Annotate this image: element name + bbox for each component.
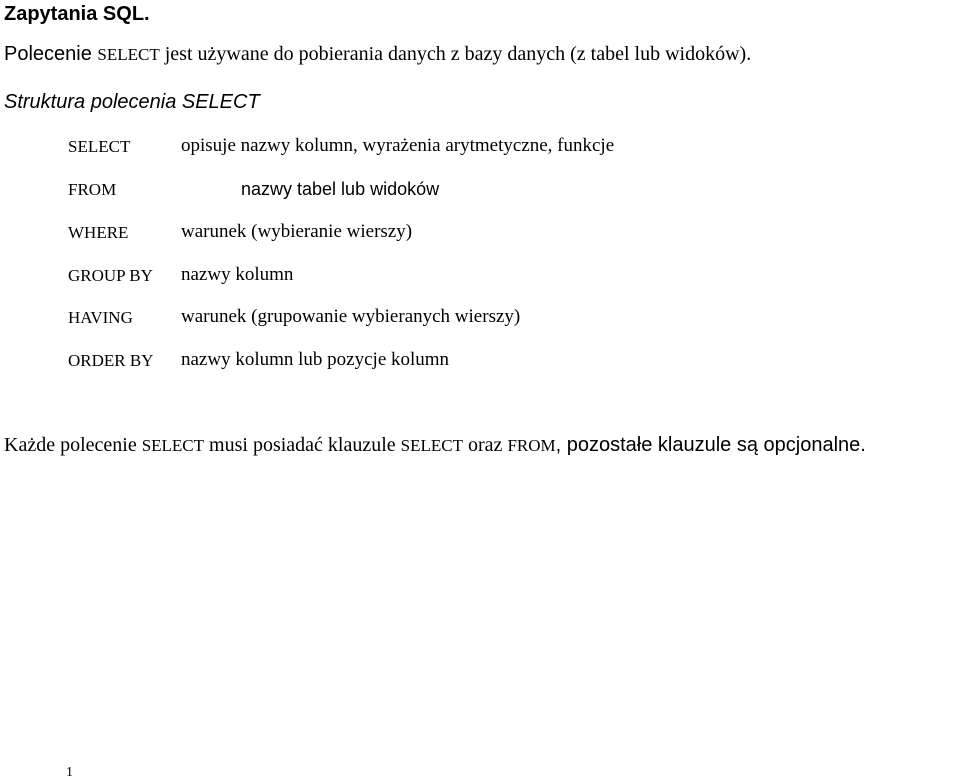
page-number: 1	[66, 765, 73, 780]
note-part4: , pozostałe klauzule są opcjonalne.	[555, 434, 866, 456]
intro-prefix: Polecenie	[4, 43, 98, 65]
note-keyword-select-2: SELECT	[400, 436, 464, 455]
intro-paragraph	[4, 42, 751, 67]
note-keyword-select: SELECT	[141, 436, 205, 455]
clause-name-select: SELECT	[68, 137, 131, 156]
clause-desc-from: nazwy tabel lub widoków	[241, 179, 440, 199]
note-part2: musi posiadać klauzule	[204, 434, 401, 456]
note-keyword-from: FROM	[507, 436, 556, 455]
clause-name-order-by: ORDER BY	[68, 351, 154, 370]
document-title: Zapytania SQL.	[4, 3, 150, 25]
clause-desc-order-by: nazwy kolumn lub pozycje kolumn	[181, 349, 450, 370]
clause-name-having: HAVING	[68, 308, 133, 327]
clause-name-from: FROM	[68, 180, 117, 199]
intro-keyword: SELECT	[97, 45, 160, 64]
clause-desc-where: warunek (wybieranie wierszy)	[181, 221, 413, 242]
clause-desc-having: warunek (grupowanie wybieranych wierszy)	[181, 306, 521, 327]
clause-name-group-by: GROUP BY	[68, 266, 153, 285]
note-part1: Każde polecenie	[4, 434, 142, 456]
clause-desc-group-by: nazwy kolumn	[181, 264, 294, 285]
section-heading: Struktura polecenia SELECT	[4, 91, 260, 113]
clause-desc-select: opisuje nazwy kolumn, wyrażenia arytmetyczne, funkcje	[181, 135, 615, 156]
note-part3: oraz	[463, 434, 508, 456]
intro-suffix: jest używane do pobierania danych z bazy danych (z tabel lub widoków).	[159, 43, 752, 65]
note-paragraph	[4, 433, 866, 458]
clause-name-where: WHERE	[68, 223, 129, 242]
